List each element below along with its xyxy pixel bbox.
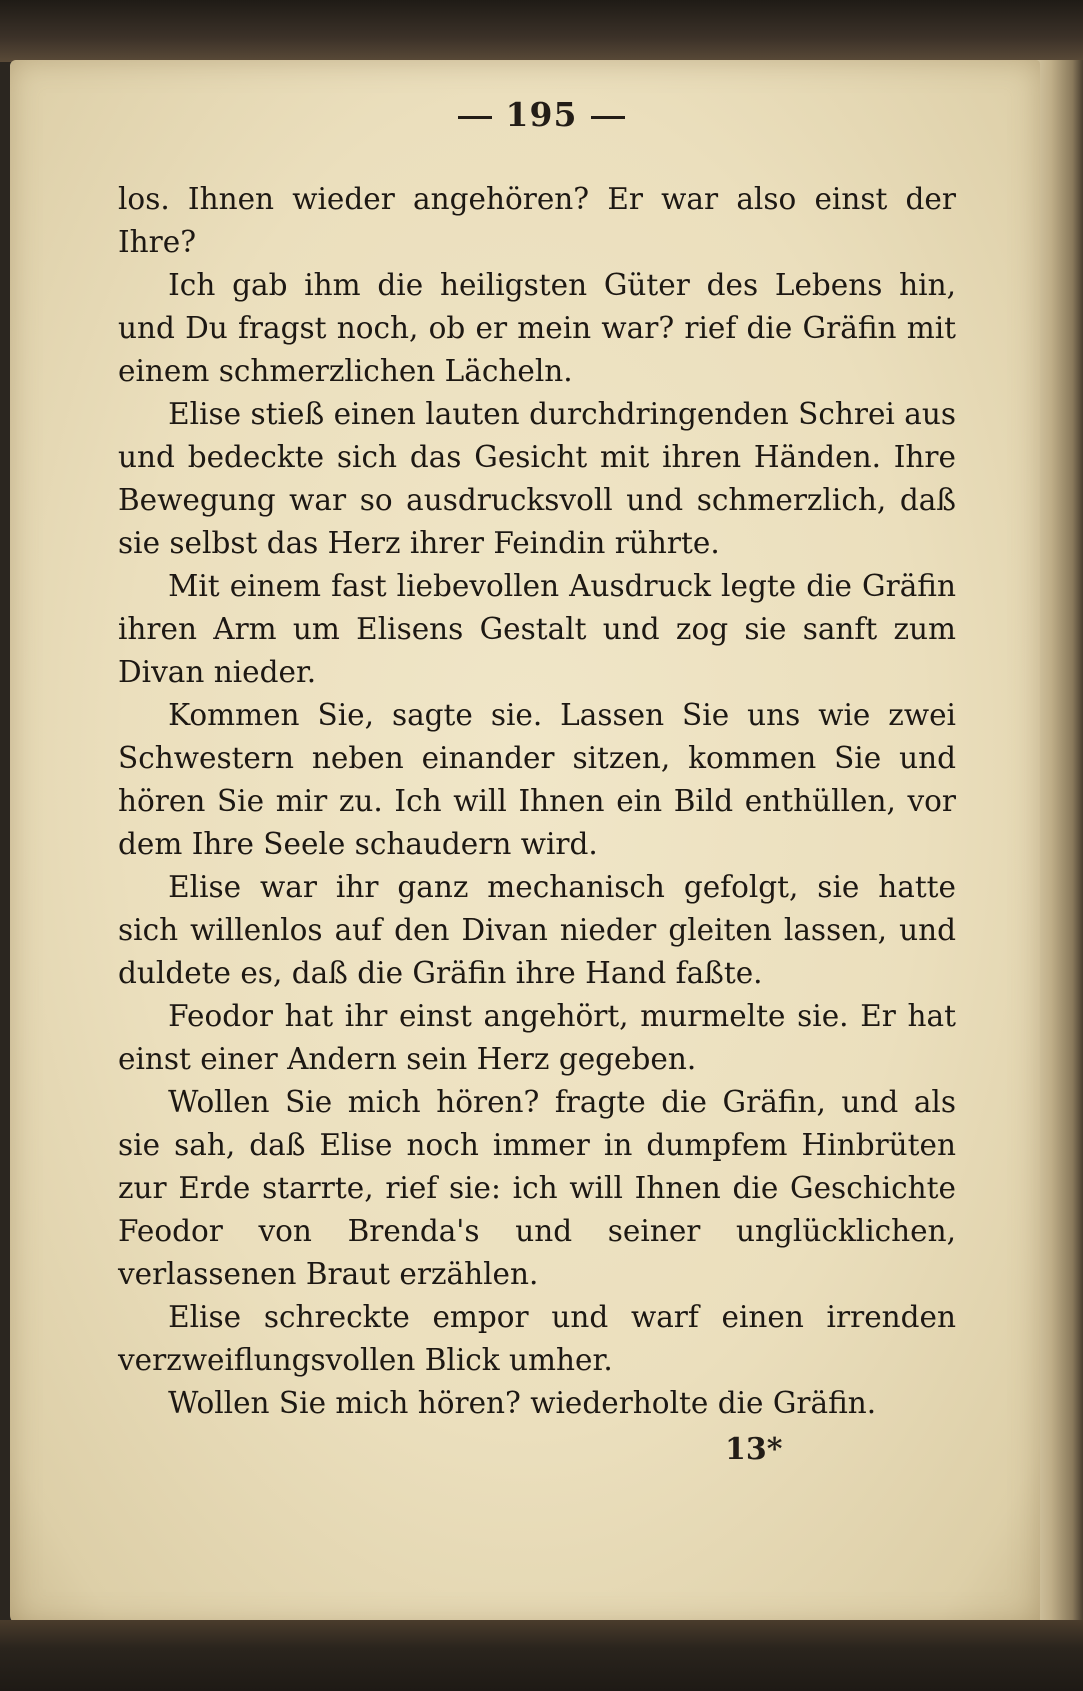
paragraph: Kommen Sie, sagte sie. Lassen Sie uns wie zwei Schwestern neben einander sitzen, kommen Sie und hören Sie mir zu. Ich will Ihnen ein Bild enthüllen, vor dem Ihre Seele schaudern wird.	[118, 698, 956, 861]
paragraph: Elise schreckte empor und warf einen irrenden verzweiflungsvollen Blick umher.	[118, 1300, 956, 1377]
signature-mark: 13*	[725, 1432, 783, 1467]
paragraph: Feodor hat ihr einst angehört, murmelte sie. Er hat einst einer Andern sein Herz gegeben.	[118, 999, 956, 1076]
book-binding-top	[0, 0, 1083, 62]
paragraph: Ich gab ihm die heiligsten Güter des Lebens hin, und Du fragst noch, ob er mein war? rief die Gräfin mit einem schmerzlichen Lächeln.	[118, 268, 956, 388]
paragraph: Elise stieß einen lauten durchdringenden Schrei aus und bedeckte sich das Gesicht mit ihren Händen. Ihre Bewegung war so ausdrucksvoll und schmerzlich, daß sie selbst das Herz ihrer Feindin rührte.	[118, 397, 956, 560]
page-number: 195	[505, 95, 578, 134]
body-text	[118, 178, 956, 1425]
paragraph: los. Ihnen wieder angehören? Er war also einst der Ihre?	[118, 182, 956, 259]
paragraph: Wollen Sie mich hören? wiederholte die Gräfin.	[168, 1386, 877, 1420]
page-header	[0, 95, 1083, 134]
header-dash-right	[591, 116, 625, 119]
paragraph: Wollen Sie mich hören? fragte die Gräfin, und als sie sah, daß Elise noch immer in dumpfem Hinbrüten zur Erde starrte, rief sie: ich will Ihnen die Geschichte Feodor von Brenda's und seiner unglücklichen, verlassenen Braut erzählen.	[118, 1085, 956, 1291]
paragraph: Elise war ihr ganz mechanisch gefolgt, sie hatte sich willenlos auf den Divan nieder gleiten lassen, und duldete es, daß die Gräfin ihre Hand faßte.	[118, 870, 956, 990]
paragraph: Mit einem fast liebevollen Ausdruck legte die Gräfin ihren Arm um Elisens Gestalt und zog sie sanft zum Divan nieder.	[118, 569, 956, 689]
header-dash-left	[458, 116, 492, 119]
book-binding-bottom	[0, 1620, 1083, 1691]
